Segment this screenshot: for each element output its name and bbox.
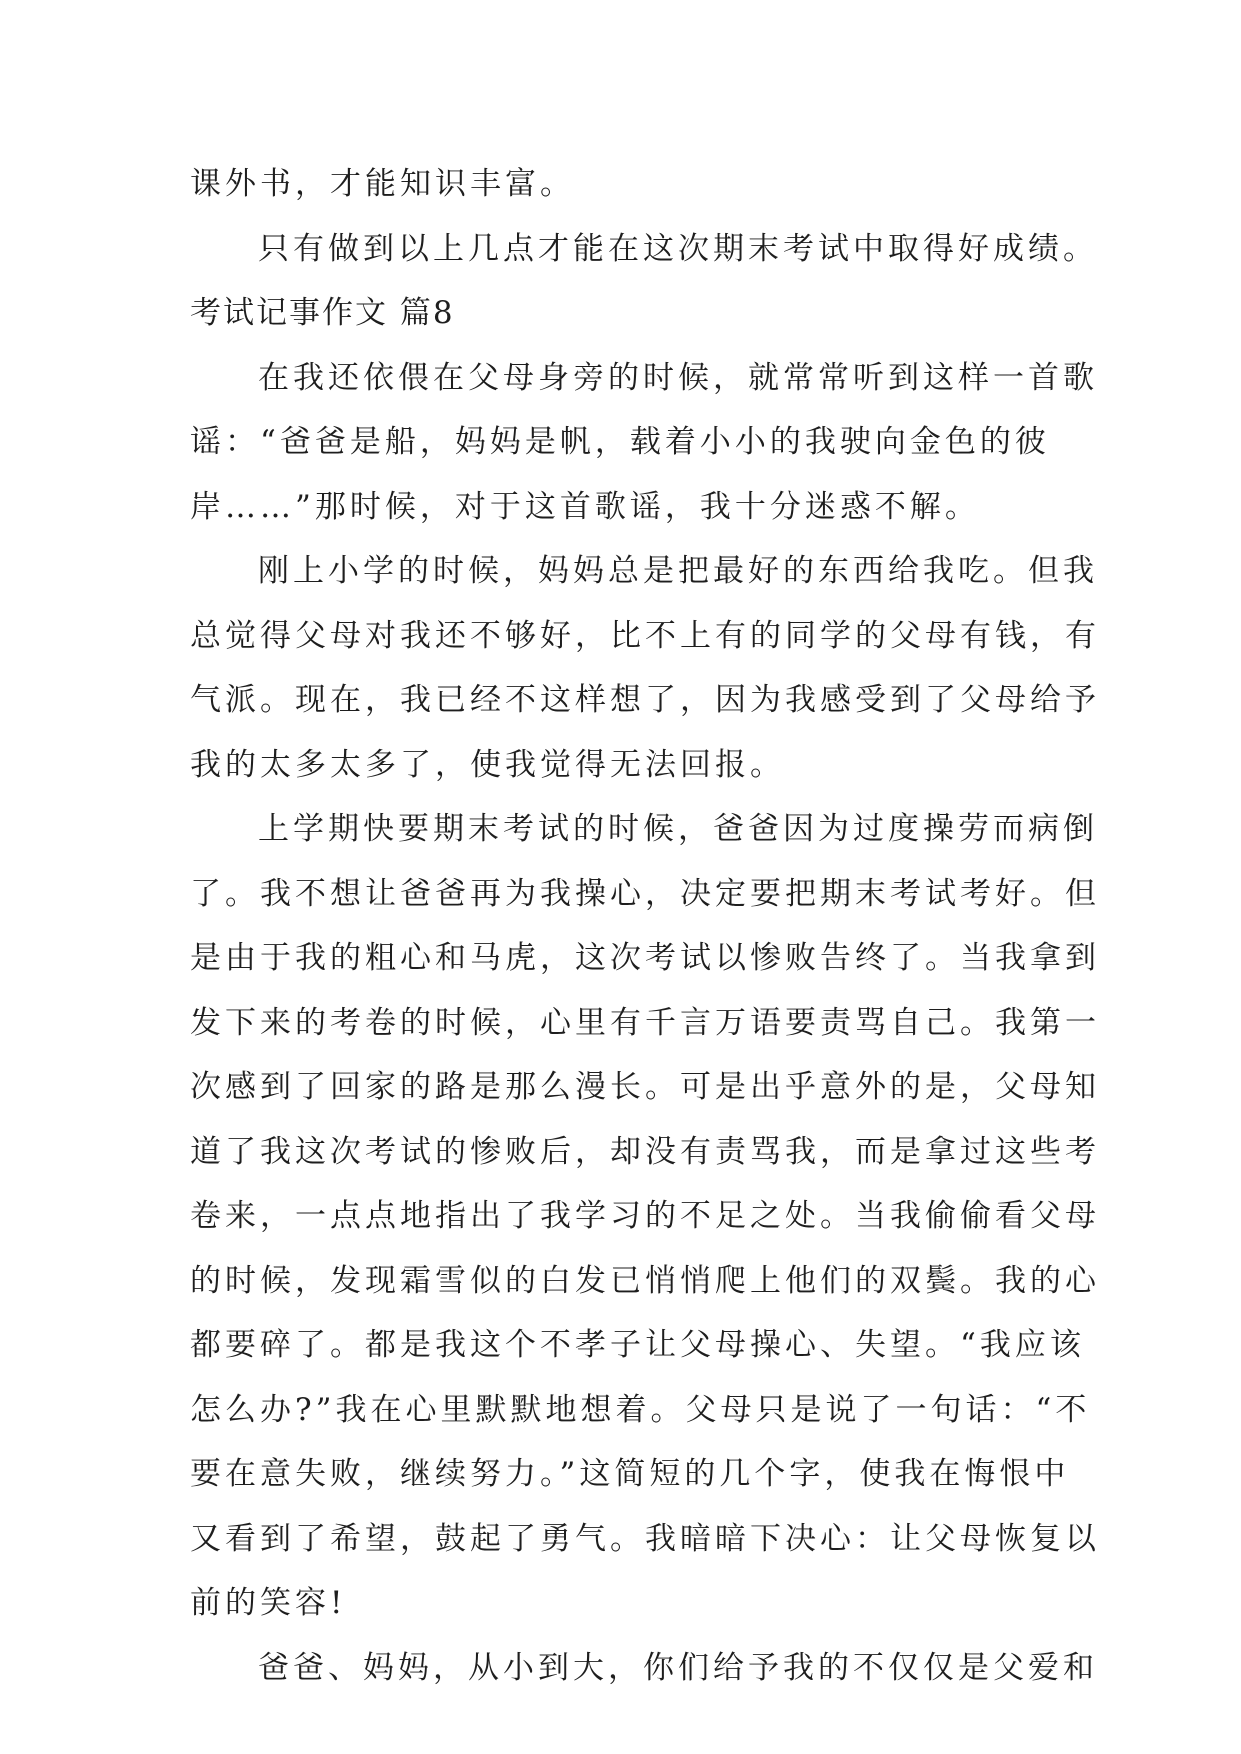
text-line: 我的太多太多了，使我觉得无法回报。: [190, 746, 785, 783]
text-line: 道了我这次考试的惨败后，却没有责骂我，而是拿过这些考: [190, 1133, 1100, 1170]
section-heading: 考试记事作文 篇8: [190, 295, 455, 331]
text-line: 在我还依偎在父母身旁的时候，就常常听到这样一首歌: [258, 359, 1098, 396]
text-line: 卷来，一点点地指出了我学习的不足之处。当我偷偷看父母: [190, 1198, 1100, 1234]
text-line: 只有做到以上几点才能在这次期末考试中取得好成绩。: [258, 230, 1098, 267]
text-line: 发下来的考卷的时候，心里有千言万语要责骂自己。我第一: [190, 1004, 1100, 1041]
text-line: 总觉得父母对我还不够好，比不上有的同学的父母有钱，有: [190, 617, 1100, 654]
text-line: 课外书，才能知识丰富。: [190, 166, 575, 202]
text-line: 了。我不想让爸爸再为我操心，决定要把期末考试考好。但: [190, 875, 1100, 912]
text-line: 又看到了希望，鼓起了勇气。我暗暗下决心：让父母恢复以: [190, 1520, 1100, 1557]
text-line: 爸爸、妈妈，从小到大，你们给予我的不仅仅是父爱和: [258, 1649, 1098, 1686]
text-line: 上学期快要期末考试的时候，爸爸因为过度操劳而病倒: [258, 811, 1098, 847]
text-line: 都要碎了。都是我这个不孝子让父母操心、失望。“我应该: [190, 1327, 1085, 1363]
text-line: 岸……”那时候，对于这首歌谣，我十分迷惑不解。: [190, 488, 980, 525]
text-line: 气派。现在，我已经不这样想了，因为我感受到了父母给予: [190, 682, 1100, 718]
essay-body: [190, 152, 1100, 1700]
text-line: 次感到了回家的路是那么漫长。可是出乎意外的是，父母知: [190, 1069, 1100, 1105]
text-line: 要在意失败，继续努力。”这简短的几个字，使我在悔恨中: [190, 1456, 1070, 1492]
text-line: 的时候，发现霜雪似的白发已悄悄爬上他们的双鬓。我的心: [190, 1262, 1100, 1299]
text-line: 刚上小学的时候，妈妈总是把最好的东西给我吃。但我: [258, 553, 1098, 589]
text-line: 怎么办?”我在心里默默地想着。父母只是说了一句话：“不: [190, 1391, 1091, 1428]
text-line: 前的笑容!: [190, 1585, 347, 1621]
text-line: 是由于我的粗心和马虎，这次考试以惨败告终了。当我拿到: [190, 940, 1100, 976]
text-line: 谣：“爸爸是船，妈妈是帆，载着小小的我驶向金色的彼: [190, 424, 1050, 460]
